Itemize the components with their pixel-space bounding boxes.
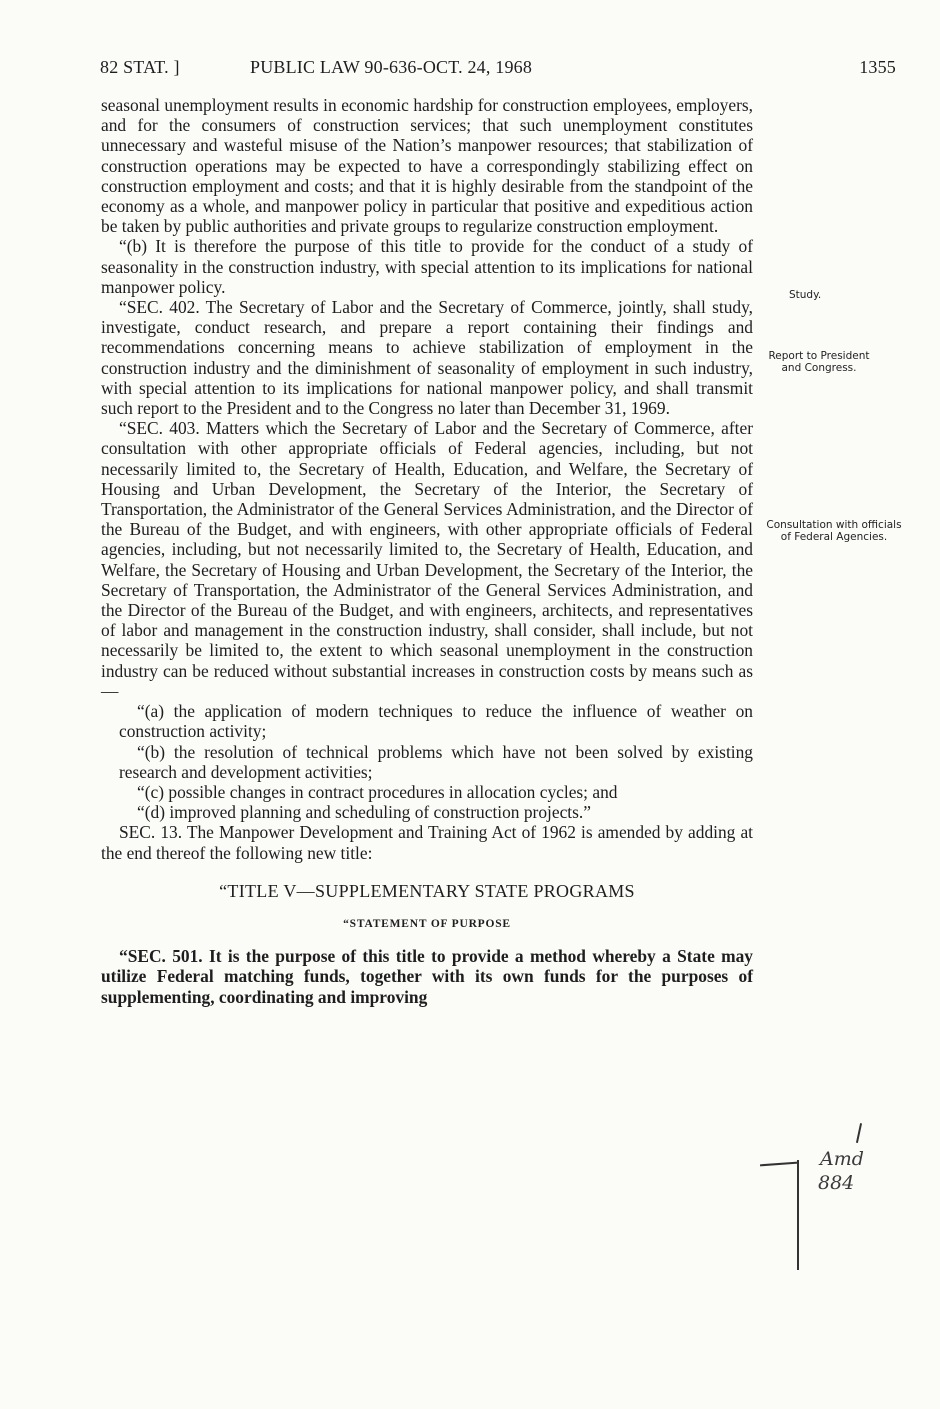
statement-of-purpose-heading: “STATEMENT OF PURPOSE [343,917,511,930]
list-item-b: “(b) the resolution of technical problems which have not been solved by existing research and development activities; [119,741,753,782]
paragraph-seasonal-unemployment: seasonal unemployment results in economic hardship for construction employees, employers, and for the consumers of construction services; that such unemployment constitutes unnecessary and wasteful misuse of the Nation’s manpower resources; that stabilization of construction operations may be expected to have a correspondingly stabilizing effect on construction employment and costs; and that it is highly desirable from the standpoint of the economy as a whole, and manpower policy in particular that positive and expeditious action be taken by public authorities and private groups to regularize construction employment. [101,95,753,237]
body-text-column [101,95,753,1007]
margin-note-report: Report to President and Congress. [768,350,870,374]
margin-note-study: Study. [789,289,822,301]
paragraph-sec-402: “SEC. 402. The Secretary of Labor and the Secretary of Commerce, jointly, shall study, investigate, conduct research, and prepare a report containing their findings and recommendations concerning means to achieve stabilization of employment in the construction industry and the diminishment of seasonality of employment in such industry, with special attention to its implications for national manpower policy, and shall transmit such report to the President and to the Congress no later than December 31, 1969. [101,297,753,419]
handwritten-number: 884 [818,1172,855,1194]
list-item-c: “(c) possible changes in contract procedures in allocation cycles; and [137,781,618,802]
paragraph-sec-403: “SEC. 403. Matters which the Secretary of Labor and the Secretary of Commerce, after consultation with other appropriate officials of Federal agencies, including, but not necessarily limited to, the Secretary of Health, Education, and Welfare, the Secretary of Housing and Urban Development, the Secretary of the Interior, the Secretary of Transportation, the Administrator of the General Services Administration, and the Director of the Bureau of the Budget, and with engineers, with other appropriate officials of Federal agencies, including, but not necessarily limited to, the Secretary of Health, Education, and Welfare, the Secretary of Housing and Urban Development, the Secretary of the Interior, the Secretary of Transportation, the Administrator of the General Services Administration, and the Director of the Bureau of the Budget, and with engineers, architects, and representatives of labor and management in the construction industry, shall consider, shall include, but not necessarily be limited to, the extent to which seasonal unemployment in the construction industry can be reduced without substantial increases in construction costs by means such as— [101,418,753,701]
paragraph-sec-501: “SEC. 501. It is the purpose of this title to provide a method whereby a State may utilize Federal matching funds, together with its own funds for the purposes of supplementing, coordinating and improving [101,946,753,1007]
page-number: 1355 [859,57,896,77]
list-item-a: “(a) the application of modern techniques to reduce the influence of weather on construction activity; [119,701,753,742]
bracket-vertical-line [797,1160,799,1270]
handwritten-mark [856,1123,862,1143]
paragraph-sec-13: SEC. 13. The Manpower Development and Training Act of 1962 is amended by adding at the end thereof the following new title: [101,822,753,863]
title-v-heading: “TITLE V—SUPPLEMENTARY STATE PROGRAMS [219,880,635,901]
matters-list [101,701,753,822]
handwritten-amd: Amd [820,1148,864,1170]
list-item-d: “(d) improved planning and scheduling of construction projects.” [137,802,591,823]
paragraph-purpose-b: “(b) It is therefore the purpose of this title to provide for the conduct of a study of seasonality in the construction industry, with special attention to its implications for national manpower policy. [101,236,753,297]
law-title-header: PUBLIC LAW 90-636-OCT. 24, 1968 [250,57,533,77]
bracket-top-line [760,1162,798,1166]
margin-note-consultation: Consultation with officials of Federal Agencies. [766,519,902,543]
statute-reference: 82 STAT. ] [100,57,180,77]
